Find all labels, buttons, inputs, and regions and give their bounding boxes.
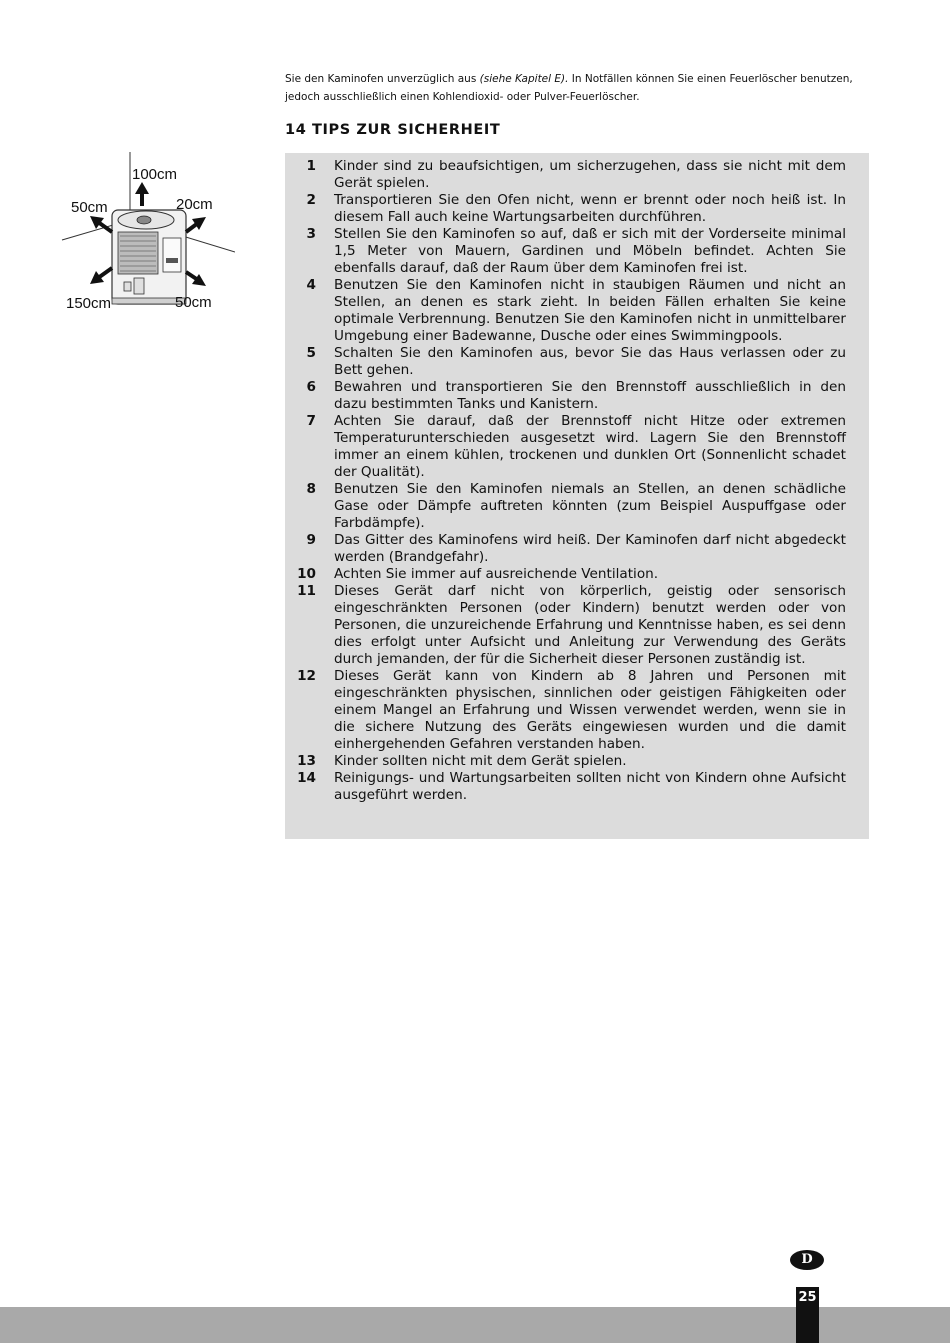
safety-tips-box: [285, 153, 869, 839]
tip-number: 4: [306, 277, 316, 293]
safety-tips-list: [285, 158, 869, 804]
tip-item: [285, 583, 869, 668]
label-left-clearance: 50cm: [71, 199, 108, 216]
heater-icon: [112, 210, 186, 304]
tip-number: 8: [306, 481, 316, 497]
tip-item: [285, 277, 869, 345]
tip-text: Stellen Sie den Kaminofen so auf, daß er sich mit der Vorderseite minimal 1,5 Meter von Mauern, Gardinen und Möbeln befindet. Achten Sie ebenfalls darauf, daß der Raum über dem Kaminofen frei ist.: [334, 226, 846, 276]
label-right-clearance: 20cm: [176, 196, 213, 213]
tip-number: 13: [297, 753, 316, 769]
tip-number: 14: [297, 770, 316, 786]
tip-text: Das Gitter des Kaminofens wird heiß. Der Kaminofen darf nicht abgedeckt werden (Brandgefahr).: [334, 532, 846, 565]
tip-item: [285, 158, 869, 192]
tip-text: Kinder sind zu beaufsichtigen, um sicherzugehen, dass sie nicht mit dem Gerät spielen.: [334, 158, 846, 191]
tip-item: [285, 770, 869, 804]
language-badge: D: [790, 1250, 824, 1270]
tip-text: Transportieren Sie den Ofen nicht, wenn er brennt oder noch heiß ist. In diesem Fall auch keine Wartungsarbeiten durchführen.: [334, 192, 846, 225]
tip-text: Dieses Gerät kann von Kindern ab 8 Jahren und Personen mit eingeschränkten physischen, sinnlichen oder geistigen Fähigkeiten oder einem Mangel an Erfahrung und Wissen verwendet werden, wenn sie in die sichere Nutzung des Geräts eingewiesen wurden und die damit einhergehenden Gefahren verstanden haben.: [334, 668, 846, 752]
tip-number: 1: [306, 158, 316, 174]
tip-text: Bewahren und transportieren Sie den Brennstoff ausschließlich in den dazu bestimmten Tanks und Kanistern.: [334, 379, 846, 412]
tip-text: Benutzen Sie den Kaminofen nicht in staubigen Räumen und nicht an Stellen, an denen es stark zieht. In beiden Fällen erhalten Sie keine optimale Verbrennung. Benutzen Sie den Kaminofen nicht in unmittelbarer Umgebung einer Badewanne, Dusche oder eines Swimmingpools.: [334, 277, 846, 344]
tip-item: [285, 226, 869, 277]
clearance-arrow-front-right: [186, 272, 206, 286]
intro-paragraph: [285, 70, 875, 106]
tip-text: Achten Sie immer auf ausreichende Ventilation.: [334, 566, 659, 582]
tip-item: [285, 532, 869, 566]
tip-number: 10: [297, 566, 316, 582]
tip-text: Reinigungs- und Wartungsarbeiten sollten nicht von Kindern ohne Aufsicht ausgeführt werden.: [334, 770, 846, 803]
tip-number: 7: [306, 413, 316, 429]
tip-text: Schalten Sie den Kaminofen aus, bevor Sie das Haus verlassen oder zu Bett gehen.: [334, 345, 846, 378]
tip-number: 9: [306, 532, 316, 548]
tip-number: 2: [306, 192, 316, 208]
tip-number: 5: [306, 345, 316, 361]
section-heading: 14 TIPS ZUR SICHERHEIT: [285, 122, 501, 138]
tip-number: 11: [297, 583, 316, 599]
tip-item: [285, 413, 869, 481]
label-front-right-clearance: 50cm: [175, 294, 212, 311]
intro-text-end: In Notfällen können Sie einen Feuerlöscher benutzen, jedoch ausschließlich einen Kohlendioxid- oder Pulver-Feuerlöscher.: [285, 73, 853, 103]
tip-number: 12: [297, 668, 316, 684]
tip-item: [285, 192, 869, 226]
tip-item: [285, 345, 869, 379]
tip-item: [285, 668, 869, 753]
tip-text: Benutzen Sie den Kaminofen niemals an Stellen, an denen schädliche Gase oder Dämpfe auftreten könnten (zum Beispiel Auspuffgase oder Farbdämpfe).: [334, 481, 846, 531]
tip-item: [285, 753, 869, 770]
tip-number: 6: [306, 379, 316, 395]
clearance-arrow-left: [90, 216, 112, 232]
label-front-left-clearance: 150cm: [66, 295, 112, 312]
tip-item: [285, 379, 869, 413]
clearance-arrow-front-left: [90, 268, 112, 284]
tip-text: Kinder sollten nicht mit dem Gerät spielen.: [334, 753, 627, 769]
page-number: 25: [798, 1290, 817, 1305]
clearance-arrow-right: [186, 217, 206, 232]
tip-text: Achten Sie darauf, daß der Brennstoff nicht Hitze oder extremen Temperaturunterschieden ausgesetzt wird. Lagern Sie den Brennstoff immer an einem kühlen, trockenen und dunklen Ort (Sonnenlicht schadet der Qualität).: [334, 413, 846, 480]
tip-item: [285, 566, 869, 583]
intro-text-start: Sie den Kaminofen unverzüglich aus: [285, 73, 480, 85]
clearance-arrow-top: [135, 182, 149, 206]
label-top-clearance: 100cm: [132, 166, 178, 183]
intro-chapter-reference: (siehe Kapitel E).: [479, 73, 569, 85]
tip-number: 3: [306, 226, 316, 242]
clearance-diagram: [60, 150, 235, 325]
tip-text: Dieses Gerät darf nicht von körperlich, geistig oder sensorisch eingeschränkten Personen (oder Kindern) benutzt werden oder von Personen, die unzureichende Erfahrung und Kenntnisse haben, es sei denn dies erfolgt unter Aufsicht und Anleitung zur Verwendung des Geräts durch jemanden, der für die Sicherheit dieser Personen zuständig ist.: [334, 583, 846, 667]
tip-item: [285, 481, 869, 532]
